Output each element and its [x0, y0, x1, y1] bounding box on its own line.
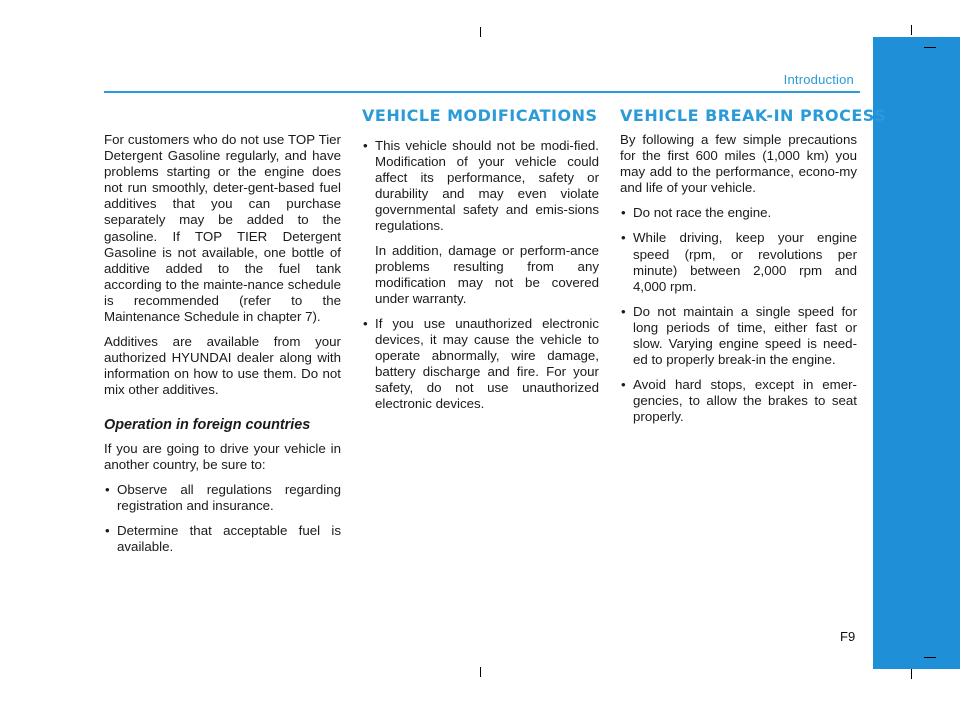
column-break-in-process [620, 132, 857, 435]
paragraph: By following a few simple precautions for the first 600 miles (1,000 km) you may add to the performance, econo-my and life of your vehicle. [620, 132, 857, 196]
crop-mark [480, 667, 481, 677]
bullet-list [104, 482, 341, 555]
side-tab [873, 37, 960, 669]
list-item: • While driving, keep your engine speed (rpm, or revolutions per minute) between 2,000 rpm and 4,000 rpm. [620, 230, 857, 294]
page-number: F9 [840, 629, 856, 644]
list-item [362, 138, 599, 307]
list-item: • Do not race the engine. [620, 205, 857, 221]
list-item: • Do not maintain a single speed for long periods of time, either fast or slow. Varying engine speed is need-ed to properly break-in the engine. [620, 304, 857, 368]
section-header: Introduction [783, 72, 854, 87]
header-rule [104, 91, 860, 93]
list-item-text: This vehicle should not be modi-fied. Modification of your vehicle could affect its performance, safety or durability and may even violate governmental safety and emis-sions regulations. [375, 138, 599, 234]
crop-mark [911, 25, 912, 35]
paragraph: If you are going to drive your vehicle in another country, be sure to: [104, 440, 341, 472]
paragraph: For customers who do not use TOP Tier Detergent Gasoline regularly, and have problems starting or the engine does not run smoothly, deter-gent-based fuel additives that you can purchase separately may be added to the gasoline. If TOP TIER Detergent Gasoline is not available, one bottle of additive added to the fuel tank according to the mainte-nance schedule is recommended (refer to the Maintenance Schedule in chapter 7). [104, 132, 341, 325]
bullet-list [362, 138, 599, 413]
column-fuel-additives [104, 132, 341, 564]
paragraph: Additives are available from your authorized HYUNDAI dealer along with information on how to use them. Do not mix other additives. [104, 334, 341, 398]
crop-mark [924, 657, 936, 658]
crop-mark [924, 47, 936, 48]
list-item: • Observe all regulations regarding registration and insurance. [104, 482, 341, 514]
subheading: Operation in foreign countries [104, 416, 311, 433]
column-vehicle-modifications [362, 138, 599, 422]
list-item: • Avoid hard stops, except in emer-gencies, to allow the brakes to seat properly. [620, 377, 857, 425]
section-title-break-in: VEHICLE BREAK-IN PROCESS [620, 106, 887, 125]
crop-mark [480, 27, 481, 37]
bullet-list [620, 205, 857, 425]
list-item: • If you use unauthorized electronic devices, it may cause the vehicle to operate abnormally, wire damage, battery discharge and fire. For your safety, do not use unauthorized electronic devices. [362, 316, 599, 413]
list-item: • Determine that acceptable fuel is available. [104, 523, 341, 555]
crop-mark [911, 669, 912, 679]
section-title-modifications: VEHICLE MODIFICATIONS [362, 106, 598, 125]
list-item-continuation: In addition, damage or perform-ance problems resulting from any modification may not be covered under warranty. [375, 242, 599, 306]
